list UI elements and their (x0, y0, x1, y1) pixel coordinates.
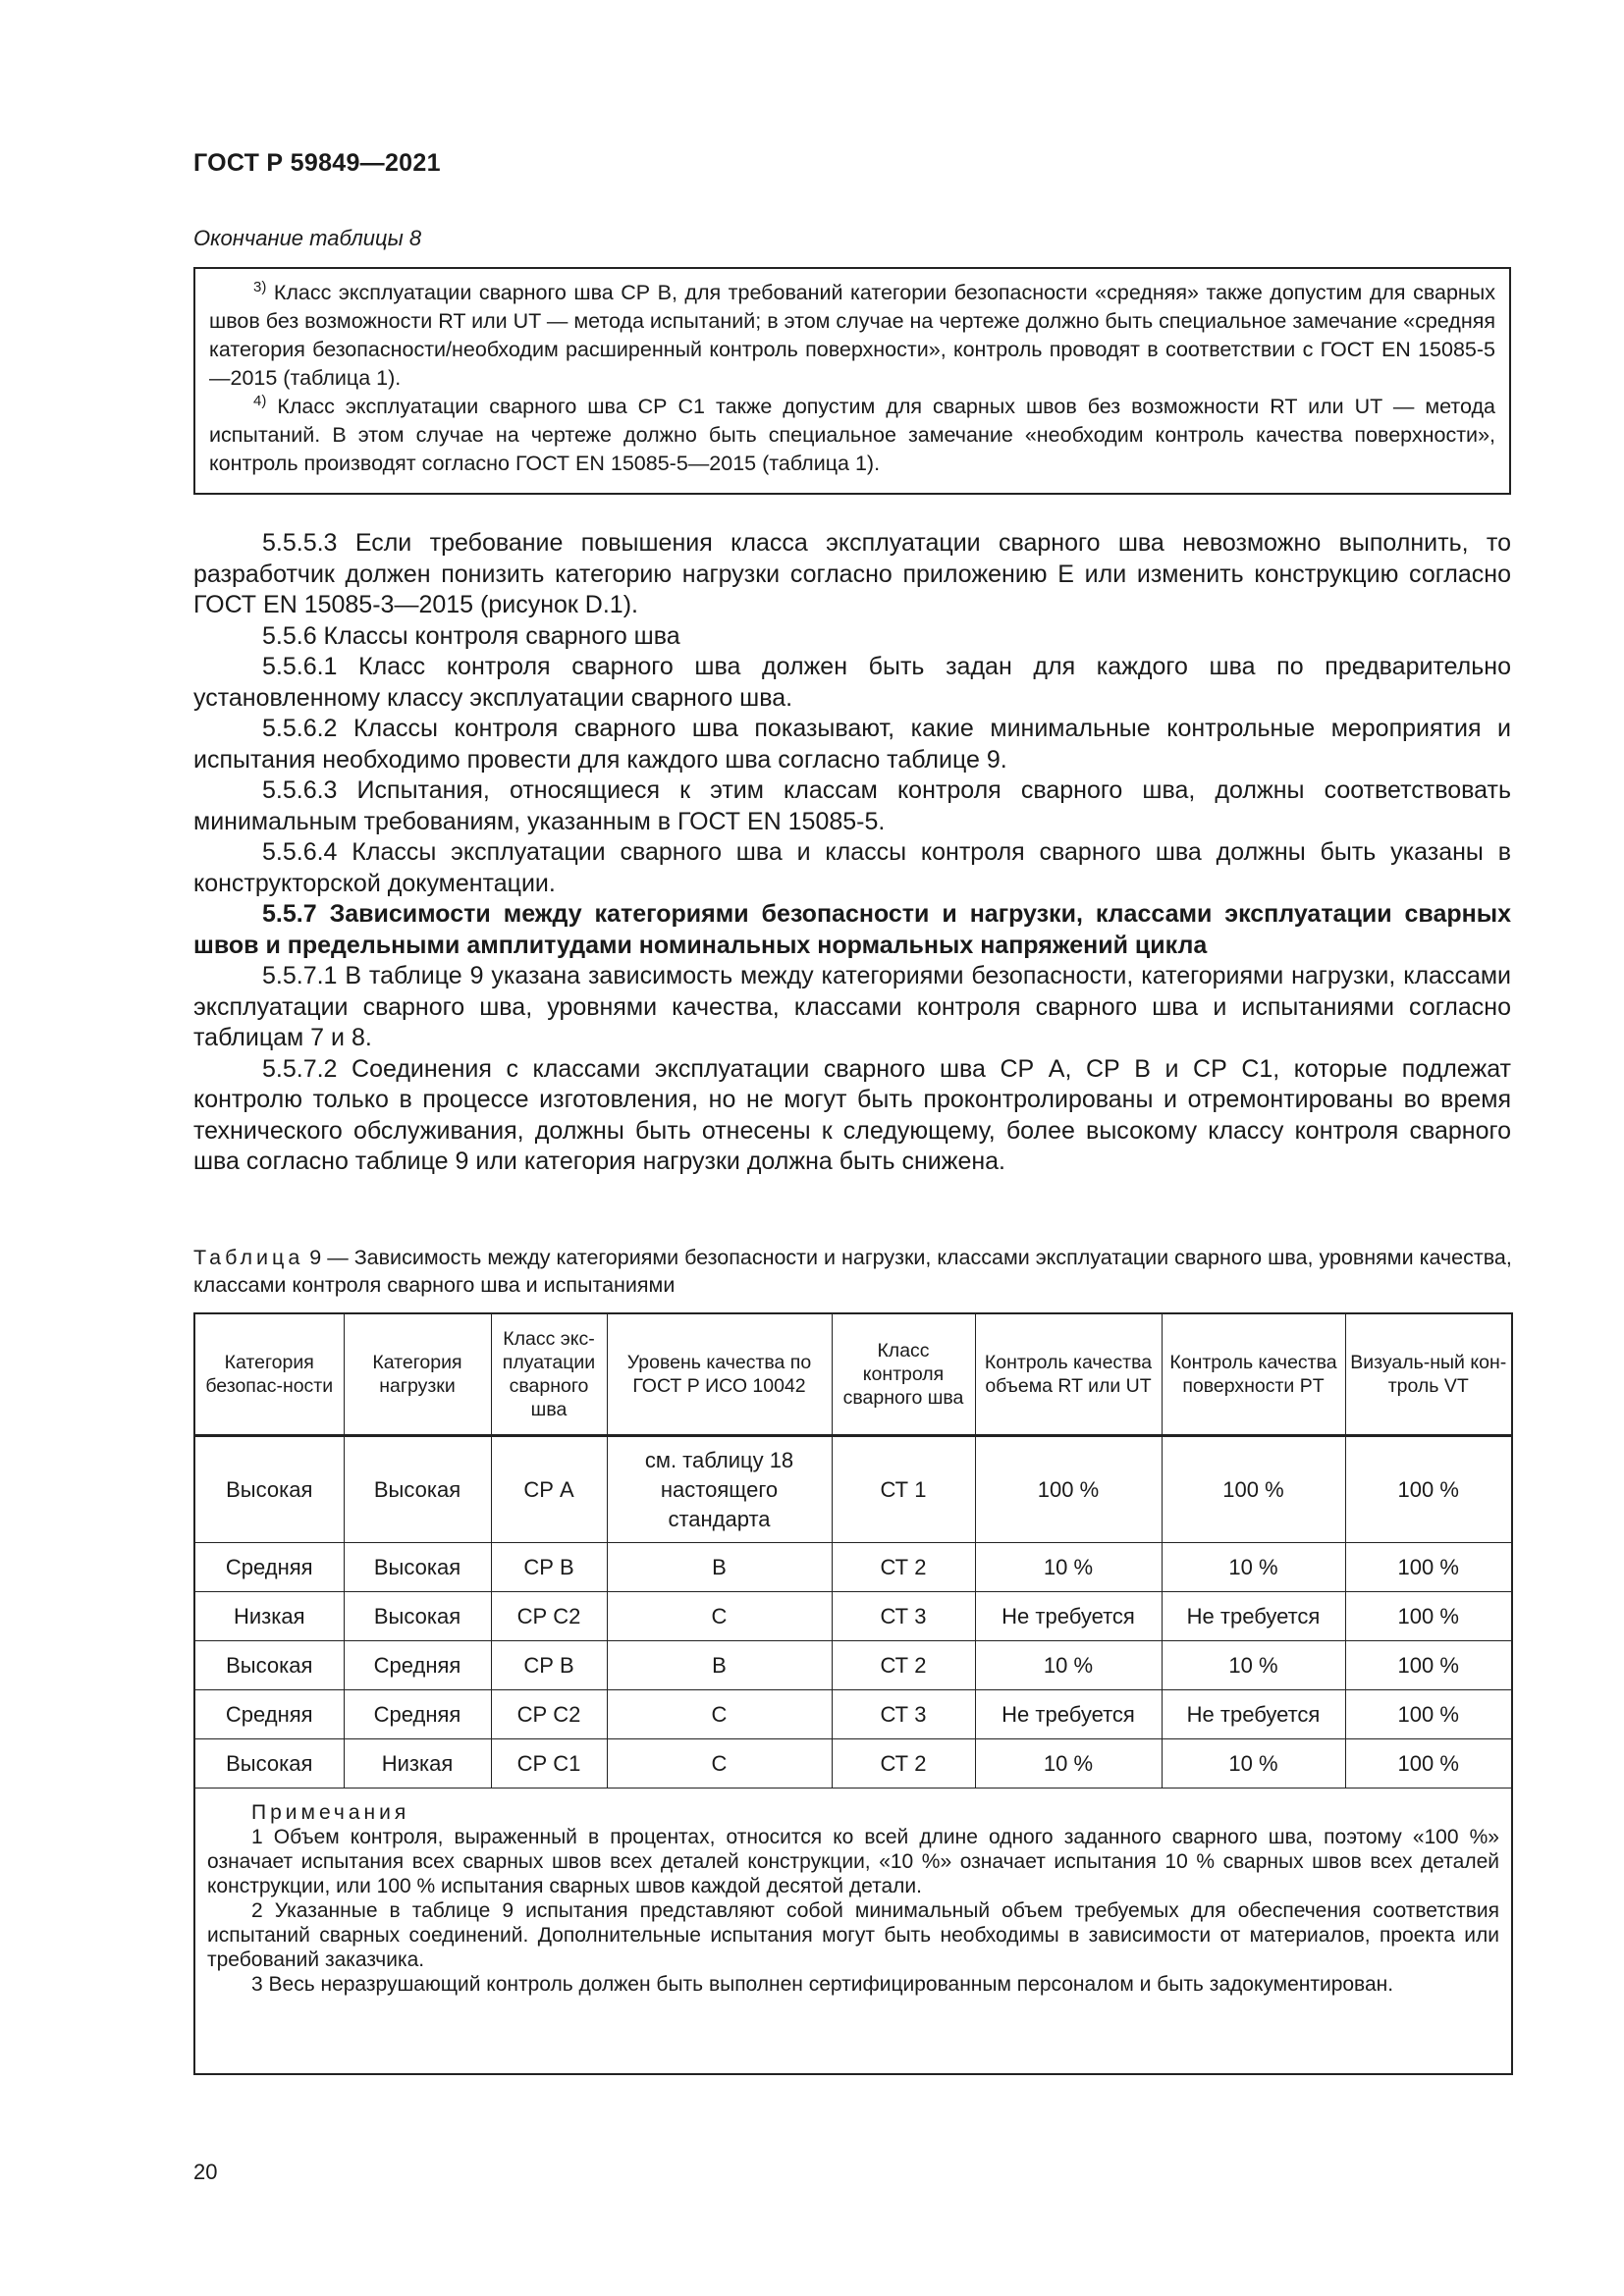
table-cell: Средняя (344, 1641, 491, 1690)
paragraph: 5.5.6.1 Класс контроля сварного шва должен быть задан для каждого шва по предварительно установленному классу эксплуатации сварного шва. (193, 653, 1511, 712)
table-cell: 10 % (975, 1641, 1162, 1690)
table-cell: Не требуется (975, 1592, 1162, 1641)
table-cell: см. таблицу 18 настоящего стандарта (607, 1436, 832, 1543)
footnotes-box (193, 267, 1511, 495)
footnote-text: Класс эксплуатации сварного шва СР В, для требований категории безопасности «средняя» также допустим для сварных швов без возможности RT или UT — метода испытаний; в этом случае на чертеже должно быть специальное замечание «средняя категория безопасности/необходим расширенный контроль поверхности», контроль проводят в соответствии с ГОСТ EN 15085-5—2015 (таблица 1). (209, 281, 1495, 390)
paragraph: 5.5.5.3 Если требование повышения класса эксплуатации сварного шва невозможно выполнить, то разработчик должен понизить категорию нагрузки согласно приложению Е или изменить конструкцию согласно ГОСТ EN 15085-3—2015 (рисунок D.1). (193, 529, 1511, 618)
table-cell: 100 % (1345, 1690, 1512, 1739)
page-number: 20 (193, 2160, 218, 2184)
column-header: Контроль качества объема RT или UT (975, 1313, 1162, 1436)
note: 3 Весь неразрушающий контроль должен быть выполнен сертифицированным персоналом и быть задокументирован. (251, 1973, 1394, 1996)
table-row (194, 1641, 1512, 1690)
standard-title: ГОСТ Р 59849—2021 (193, 149, 441, 177)
paragraph: 5.5.6.2 Классы контроля сварного шва показывают, какие минимальные контрольные мероприятия и испытания необходимо провести для каждого шва согласно таблице 9. (193, 715, 1511, 774)
table-cell: 100 % (1345, 1739, 1512, 1789)
table-cell: Высокая (344, 1543, 491, 1592)
footnote (209, 279, 1495, 393)
body-text (193, 528, 1511, 1178)
table-cell: Высокая (194, 1436, 344, 1543)
column-header: Контроль качества поверхности PT (1162, 1313, 1345, 1436)
table-cell: СТ 2 (832, 1641, 975, 1690)
table-cell: Высокая (194, 1739, 344, 1789)
table-continuation-label: Окончание таблицы 8 (193, 226, 422, 250)
notes-heading: Примечания (251, 1801, 410, 1824)
table-cell: Низкая (344, 1739, 491, 1789)
table-caption-label: Таблица (193, 1246, 304, 1269)
table-cell: 100 % (1162, 1436, 1345, 1543)
table-cell: 10 % (1162, 1543, 1345, 1592)
paragraph: 5.5.7.2 Соединения с классами эксплуатации сварного шва СР А, СР В и СР С1, которые подлежат контролю только в процессе изготовления, но не могут быть проконтролированы и отремонтированы во время технического обслуживания, должны быть отнесены к следующему, более высокому классу контроля сварного шва согласно таблице 9 или категория нагрузки должна быть снижена. (193, 1054, 1511, 1175)
table-cell: СР В (491, 1543, 607, 1592)
table-cell: В (607, 1641, 832, 1690)
table-cell: СТ 3 (832, 1592, 975, 1641)
note: 2 Указанные в таблице 9 испытания представляют собой минимальный объем требуемых для обеспечения соответствия испытаний сварных соединений. Дополнительные испытания могут быть необходимы в зависимости от материалов, проекта или требований заказчика. (207, 1899, 1499, 1971)
table-cell: 10 % (1162, 1641, 1345, 1690)
table-cell: 10 % (1162, 1739, 1345, 1789)
table-cell: С (607, 1690, 832, 1739)
footnote (209, 393, 1495, 478)
table-cell: СТ 2 (832, 1543, 975, 1592)
table-cell: Высокая (194, 1641, 344, 1690)
table-cell: С (607, 1739, 832, 1789)
column-header: Категория нагрузки (344, 1313, 491, 1436)
paragraph: 5.5.6.4 Классы эксплуатации сварного шва и классы контроля сварного шва должны быть указаны в конструкторской документации. (193, 838, 1511, 897)
column-header: Класс контроля сварного шва (832, 1313, 975, 1436)
table-cell: Средняя (194, 1690, 344, 1739)
table-header-row (194, 1313, 1512, 1436)
table-cell: СР С2 (491, 1592, 607, 1641)
table-cell: 10 % (975, 1739, 1162, 1789)
table-notes-row (194, 1789, 1512, 2075)
table-cell: Средняя (344, 1690, 491, 1739)
table-row (194, 1592, 1512, 1641)
table-row (194, 1543, 1512, 1592)
footnote-mark: 3) (253, 278, 267, 295)
table-cell: СР А (491, 1436, 607, 1543)
table-row (194, 1739, 1512, 1789)
table-cell: 10 % (975, 1543, 1162, 1592)
table-cell: Не требуется (1162, 1592, 1345, 1641)
table-cell: СТ 2 (832, 1739, 975, 1789)
column-header: Категория безопас-ности (194, 1313, 344, 1436)
table-cell: 100 % (1345, 1543, 1512, 1592)
table-cell: Низкая (194, 1592, 344, 1641)
table-cell: Средняя (194, 1543, 344, 1592)
note: 1 Объем контроля, выраженный в процентах, относится ко всей длине одного заданного сварного шва, поэтому «100 %» означает испытания всех сварных швов всех деталей конструкции, «10 %» означает испытания 10 % сварных швов всех деталей конструкции, или 100 % испытания сварных швов каждой десятой детали. (207, 1826, 1499, 1897)
section-heading: 5.5.6 Классы контроля сварного шва (262, 621, 680, 650)
section-heading-bold: 5.5.7 Зависимости между категориями безопасности и нагрузки, классами эксплуатации сварных швов и предельными амплитудами номинальных нормальных напряжений цикла (193, 900, 1511, 959)
table-cell: СР В (491, 1641, 607, 1690)
table-notes (194, 1789, 1512, 2075)
column-header: Уровень качества по ГОСТ Р ИСО 10042 (607, 1313, 832, 1436)
table-caption (193, 1244, 1514, 1299)
table-cell: С (607, 1592, 832, 1641)
table-row (194, 1690, 1512, 1739)
table-cell: СТ 3 (832, 1690, 975, 1739)
paragraph: 5.5.7.1 В таблице 9 указана зависимость между категориями безопасности, категориями нагрузки, классами эксплуатации сварного шва, уровнями качества, классами контроля сварного шва и испытаниями согласно таблицам 7 и 8. (193, 962, 1511, 1051)
table-cell: СР С2 (491, 1690, 607, 1739)
column-header: Визуаль-ный кон-троль VT (1345, 1313, 1512, 1436)
table-cell: 100 % (975, 1436, 1162, 1543)
table-cell: СТ 1 (832, 1436, 975, 1543)
table-cell: Высокая (344, 1592, 491, 1641)
table-cell: Не требуется (975, 1690, 1162, 1739)
table-cell: 100 % (1345, 1641, 1512, 1690)
table-caption-text: 9 — Зависимость между категориями безопасности и нагрузки, классами эксплуатации сварного шва, уровнями качества, классами контроля сварного шва и испытаниями (193, 1246, 1512, 1297)
column-header: Класс экс-плуатации сварного шва (491, 1313, 607, 1436)
footnote-text: Класс эксплуатации сварного шва СР С1 также допустим для сварных швов без возможности RT или UT — метода испытаний. В этом случае на чертеже должно быть специальное замечание «необходим контроль качества поверхности», контроль производят согласно ГОСТ EN 15085-5—2015 (таблица 1). (209, 395, 1495, 475)
paragraph: 5.5.6.3 Испытания, относящиеся к этим классам контроля сварного шва, должны соответствовать минимальным требованиям, указанным в ГОСТ EN 15085-5. (193, 776, 1511, 835)
footnote-mark: 4) (253, 392, 267, 409)
table-cell: 100 % (1345, 1592, 1512, 1641)
table-row (194, 1436, 1512, 1543)
table-9 (193, 1312, 1513, 2075)
table-cell: В (607, 1543, 832, 1592)
table-cell: 100 % (1345, 1436, 1512, 1543)
table-cell: СР С1 (491, 1739, 607, 1789)
table-cell: Не требуется (1162, 1690, 1345, 1739)
table-cell: Высокая (344, 1436, 491, 1543)
